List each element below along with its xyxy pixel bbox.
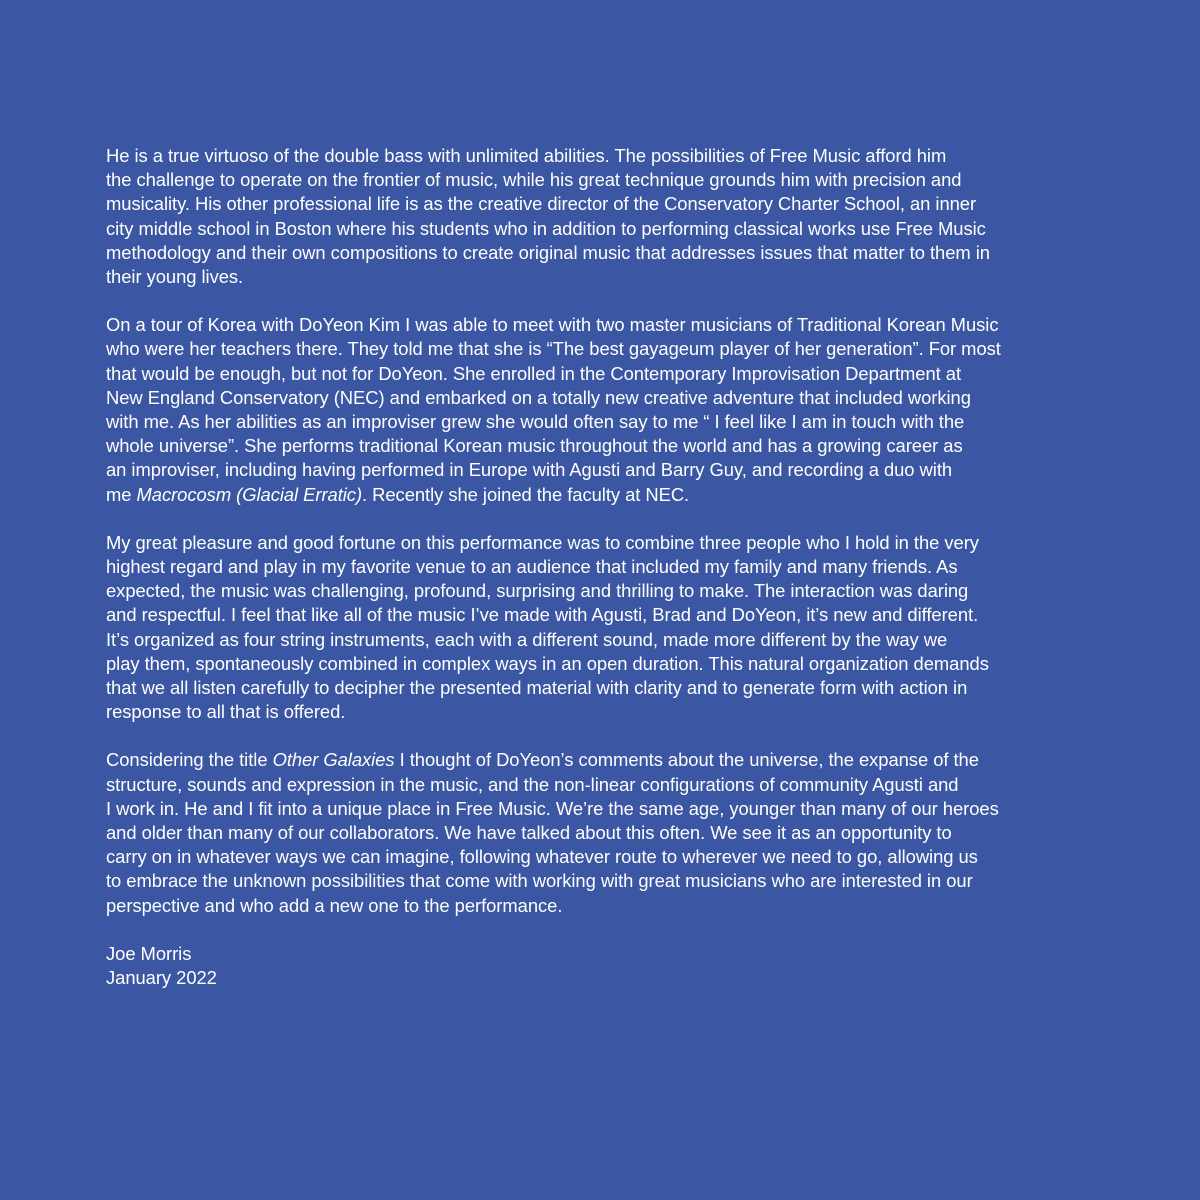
text-line: their young lives. (106, 266, 244, 288)
text-line: response to all that is offered. (106, 701, 346, 723)
text-line: expected, the music was challenging, profound, surprising and thrilling to make. The interaction was daring (106, 580, 969, 602)
text-line: I work in. He and I fit into a unique place in Free Music. We’re the same age, younger than many of our heroes (106, 797, 999, 819)
text-run: me (106, 483, 137, 505)
text-line: structure, sounds and expression in the music, and the non-linear configurations of community Agusti and (106, 773, 959, 795)
text-line: that would be enough, but not for DoYeon. She enrolled in the Contemporary Improvisation Department at (106, 362, 962, 384)
text-run: Considering the title (106, 749, 273, 771)
author-name: Joe Morris (106, 942, 192, 964)
liner-notes-text (106, 144, 1118, 1014)
text-line: play them, spontaneously combined in complex ways in an open duration. This natural organization demands (106, 652, 989, 674)
text-line: and older than many of our collaborators. We have talked about this often. We see it as an opportunity to (106, 822, 952, 844)
text-line: with me. As her abilities as an improviser grew she would often say to me “ I feel like I am in touch with the (106, 411, 965, 433)
text-line: carry on in whatever ways we can imagine, following whatever route to wherever we need to go, allowing us (106, 846, 978, 868)
signature-date: January 2022 (106, 967, 217, 989)
text-line: On a tour of Korea with DoYeon Kim I was able to meet with two master musicians of Traditional Korean Music (106, 314, 999, 336)
text-line: My great pleasure and good fortune on this performance was to combine three people who I hold in the very (106, 531, 979, 553)
text-line: highest regard and play in my favorite venue to an audience that included my family and many friends. As (106, 556, 958, 578)
album-title-other-galaxies: Other Galaxies (272, 749, 395, 771)
text-line (106, 483, 1118, 507)
text-line: musicality. His other professional life is as the creative director of the Conservatory Charter School, an inner (106, 193, 977, 215)
text-line: to embrace the unknown possibilities that come with working with great musicians who are interested in our (106, 870, 973, 892)
paragraph-2 (106, 313, 1118, 507)
text-line: who were her teachers there. They told me that she is “The best gayageum player of her generation”. For most (106, 338, 1001, 360)
text-line: city middle school in Boston where his students who in addition to performing classical works use Free Music (106, 217, 986, 239)
paragraph-3 (106, 531, 1118, 725)
text-run: . Recently she joined the faculty at NEC. (362, 483, 690, 505)
text-line: It’s organized as four string instruments, each with a different sound, made more different by the way we (106, 628, 948, 650)
signature-block (106, 942, 1118, 990)
text-line: and respectful. I feel that like all of the music I’ve made with Agusti, Brad and DoYeon, it’s new and different. (106, 604, 979, 626)
text-line: New England Conservatory (NEC) and embarked on a totally new creative adventure that included working (106, 386, 971, 408)
text-line: methodology and their own compositions to create original music that addresses issues that matter to them in (106, 241, 990, 263)
text-run: I thought of DoYeon’s comments about the universe, the expanse of the (394, 749, 979, 771)
album-title-macrocosm: Macrocosm (Glacial Erratic) (136, 483, 363, 505)
paragraph-4 (106, 748, 1118, 917)
text-line: perspective and who add a new one to the performance. (106, 894, 563, 916)
text-line: the challenge to operate on the frontier of music, while his great technique grounds him with precision and (106, 169, 962, 191)
text-line: whole universe”. She performs traditional Korean music throughout the world and has a growing career as (106, 435, 963, 457)
text-line: an improviser, including having performed in Europe with Agusti and Barry Guy, and recording a duo with (106, 459, 953, 481)
text-line: that we all listen carefully to decipher the presented material with clarity and to generate form with action in (106, 677, 968, 699)
text-line (106, 748, 1118, 772)
text-line: He is a true virtuoso of the double bass with unlimited abilities. The possibilities of Free Music afford him (106, 145, 947, 166)
paragraph-1 (106, 144, 1118, 289)
